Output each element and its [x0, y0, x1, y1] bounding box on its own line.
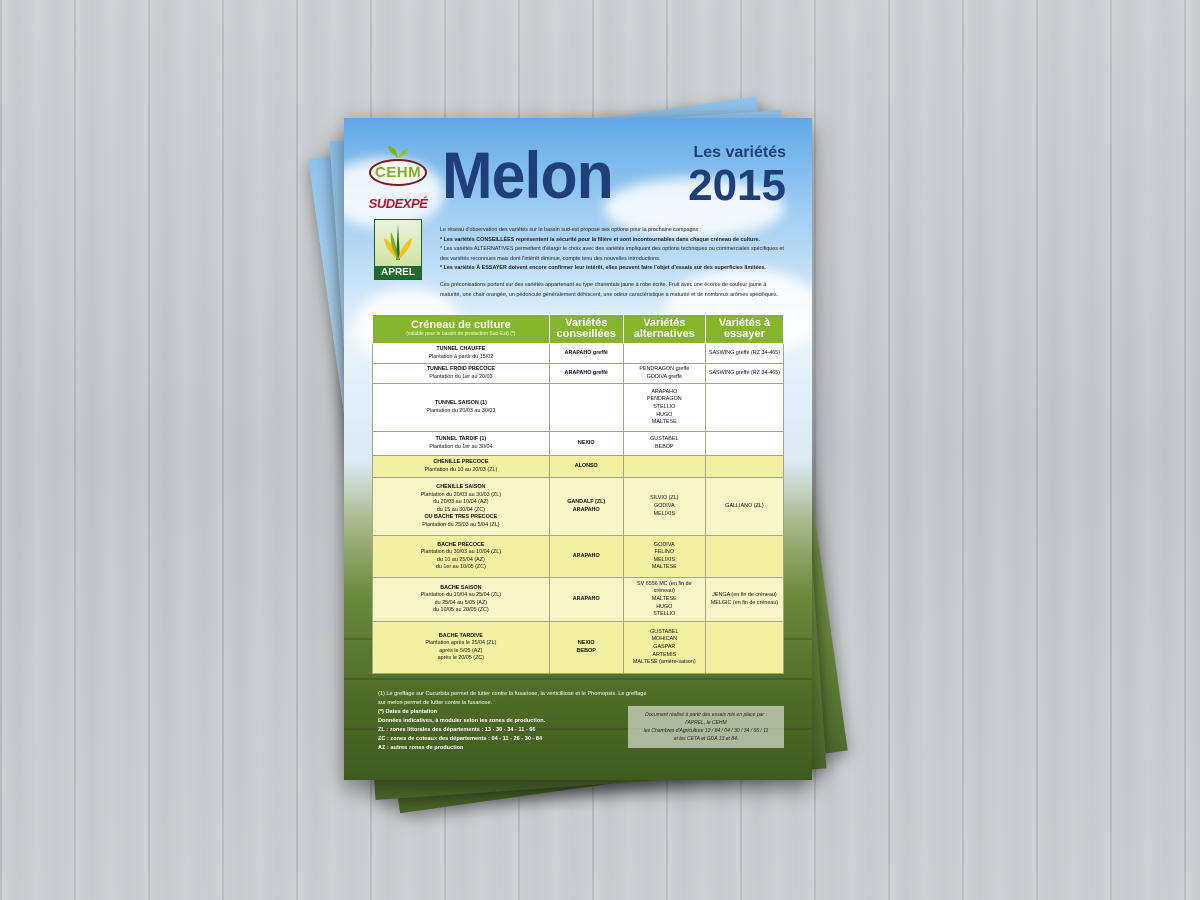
- table-row: [373, 432, 784, 456]
- cell-creneau: TUNNEL CHAUFFE Plantation à partir du 15/02: [373, 344, 550, 364]
- cell-alternatives: PENDRAGON greffé GODIVA greffé: [623, 364, 705, 384]
- intro-conseillees: * Les variétés CONSEILLÉES représentent la sécurité pour la filière et sont incontournables dans chaque créneau de culture.: [440, 236, 760, 243]
- intro-type-note: Ces préconisations portent sur des variétés appartenant au type charentais jaune à robe écrite. Fruit avec une écorce de couleur jaune à maturité, une chair orangée, un pédoncule généralement déhiscent, une odeur caractéristique à maturité et de nombreux arômes spécifiques.: [440, 281, 779, 298]
- header-essayer: Variétés à essayer: [705, 315, 783, 344]
- cell-conseillees: NEXIO BEBOP: [549, 622, 623, 674]
- intro-alternatives: * Les variétés ALTERNATIVES permettent d'élargir le choix avec des variétés impliquant des options techniques ou commerciales spécifiques et des variétés reconnues mais dont l'intérêt diminue, compte tenu des nouvelles introductions.: [440, 246, 784, 262]
- cell-essayer: [705, 536, 783, 578]
- cell-creneau: CHENILLE SAISON Plantation du 20/03 au 30/03 (ZL) du 20/03 au 10/04 (AZ) du 15 au 30/04 (ZC) OU BACHE TRES PRECOCE Plantation du 25/03 au 5/04 (ZL): [373, 478, 550, 536]
- footnote-zl: ZL : zones littorales des départements : 13 - 30 - 34 - 11 - 66: [378, 727, 536, 733]
- cell-conseillees: ARAPAHO greffé: [549, 344, 623, 364]
- credit-box: [628, 706, 784, 748]
- aprel-logo: [374, 219, 422, 280]
- cell-conseillees: ALONSO: [549, 456, 623, 478]
- cell-essayer: [705, 622, 783, 674]
- cell-essayer: JENGA (en fin de créneau) MELGIC (en fin de créneau): [705, 578, 783, 622]
- cell-creneau: CHENILLE PRECOCE Plantation du 10 au 20/03 (ZL): [373, 456, 550, 478]
- footnote-zc: ZC : zones de coteaux des départements : 04 - 11 - 26 - 30 - 84: [378, 736, 543, 742]
- table-row: [373, 364, 784, 384]
- credit-line: l'APREL, le CEHM: [685, 720, 727, 726]
- cell-essayer: [705, 432, 783, 456]
- melon-flyer: [344, 118, 812, 780]
- cell-alternatives: [623, 456, 705, 478]
- cell-alternatives: GODIVA FELINO MELIXIS MALTESE: [623, 536, 705, 578]
- table-row: [373, 536, 784, 578]
- cell-conseillees: ARAPAHO greffé: [549, 364, 623, 384]
- cell-alternatives: SV 6556 MC (en fin de créneau) MALTESE HUGO STELLIO: [623, 578, 705, 622]
- table-row: [373, 384, 784, 432]
- credit-line: les Chambres d'Agriculture 13 / 84 / 04 / 30 / 34 / 66 / 11: [643, 728, 769, 734]
- cell-creneau: BACHE PRECOCE Plantation du 30/03 au 10/04 (ZL) du 10 au 25/04 (AZ) du 1er au 10/05 (ZC): [373, 536, 550, 578]
- varieties-table: [372, 314, 784, 674]
- subtitle-line: Les variétés: [693, 144, 786, 161]
- credit-line: et les CETA et GDA 13 et 84.: [673, 736, 739, 742]
- intro-essayer: * Les variétés À ESSAYER doivent encore confirmer leur intérêt, elles peuvent faire l'objet d'essais sur des superficies limitées.: [440, 265, 766, 272]
- cehm-text: CEHM: [369, 159, 427, 186]
- footnotes: [378, 690, 648, 753]
- credit-line: Document réalisé à partir des essais mis en place par :: [645, 712, 767, 718]
- footnote-az: AZ : autres zones de production: [378, 745, 464, 751]
- cell-alternatives: GUSTABEL BEBOP: [623, 432, 705, 456]
- table-row: [373, 478, 784, 536]
- cell-conseillees: GANDALF (ZL) ARAPAHO: [549, 478, 623, 536]
- cell-alternatives: SILVIO (ZL) GODIVA MELIXIS: [623, 478, 705, 536]
- subtitle-block: [688, 144, 786, 208]
- header-creneau: Créneau de culture (valable pour le bassin de production Sud-Est) (*): [373, 315, 550, 344]
- footnote-1: (1) Le greffage sur Cucurbita permet de lutter contre la fusariose, la verticilliose et le Phomopsis. Le greffage sur melon permet de lutter contre la fusariose.: [378, 691, 647, 706]
- partner-logos: [366, 144, 430, 280]
- cell-creneau: BACHE SAISON Plantation du 10/04 au 25/04 (ZL) du 25/04 au 5/05 (AZ) du 10/05 au 20/05 (ZC): [373, 578, 550, 622]
- cell-essayer: GALLIANO (ZL): [705, 478, 783, 536]
- cell-alternatives: [623, 344, 705, 364]
- cell-essayer: SASWING greffé (RZ 34-465): [705, 364, 783, 384]
- leaf-icon: [387, 144, 409, 158]
- cell-creneau: BACHE TARDIVE Plantation après le 25/04 (ZL) après le 5/05 (AZ) après le 20/05 (ZC): [373, 622, 550, 674]
- table-row: [373, 456, 784, 478]
- cell-essayer: [705, 456, 783, 478]
- cell-alternatives: GUSTABEL MOHICAN GASPAR ARTEMIS MALTESE (arrière-saison): [623, 622, 705, 674]
- header-alternatives: Variétés alternatives: [623, 315, 705, 344]
- year: 2015: [688, 161, 786, 210]
- plant-icon: [375, 220, 421, 266]
- footnote-dates: (*) Dates de plantation: [378, 709, 438, 715]
- sudexpe-logo: SUDEXPÉ: [368, 196, 428, 211]
- footnote-indicative: Données indicatives, à moduler selon les zones de production.: [378, 718, 546, 724]
- cell-conseillees: NEXIO: [549, 432, 623, 456]
- cell-essayer: [705, 384, 783, 432]
- page-title: Melon: [442, 138, 613, 212]
- cell-conseillees: ARAPAHO: [549, 578, 623, 622]
- cell-conseillees: [549, 384, 623, 432]
- cell-creneau: TUNNEL FROID PRECOCE Plantation du 1er au 20/03: [373, 364, 550, 384]
- cell-creneau: TUNNEL SAISON (1) Plantation du 20/03 au 30/03: [373, 384, 550, 432]
- cell-conseillees: ARAPAHO: [549, 536, 623, 578]
- cell-alternatives: ARAPAHO PENDRAGON STELLIO HUGO MALTESE: [623, 384, 705, 432]
- table-row: [373, 578, 784, 622]
- aprel-text: APREL: [375, 266, 421, 279]
- intro-paragraph: Le réseau d'observation des variétés sur le bassin sud-est propose ses options pour la prochaine campagne :: [440, 227, 702, 233]
- table-row: [373, 622, 784, 674]
- cehm-logo: [366, 144, 430, 186]
- cell-creneau: TUNNEL TARDIF (1) Plantation du 1er au 30/04: [373, 432, 550, 456]
- intro-text: [440, 226, 786, 300]
- table-row: [373, 344, 784, 364]
- cell-essayer: SASWING greffé (RZ 34-465): [705, 344, 783, 364]
- header-conseillees: Variétés conseillées: [549, 315, 623, 344]
